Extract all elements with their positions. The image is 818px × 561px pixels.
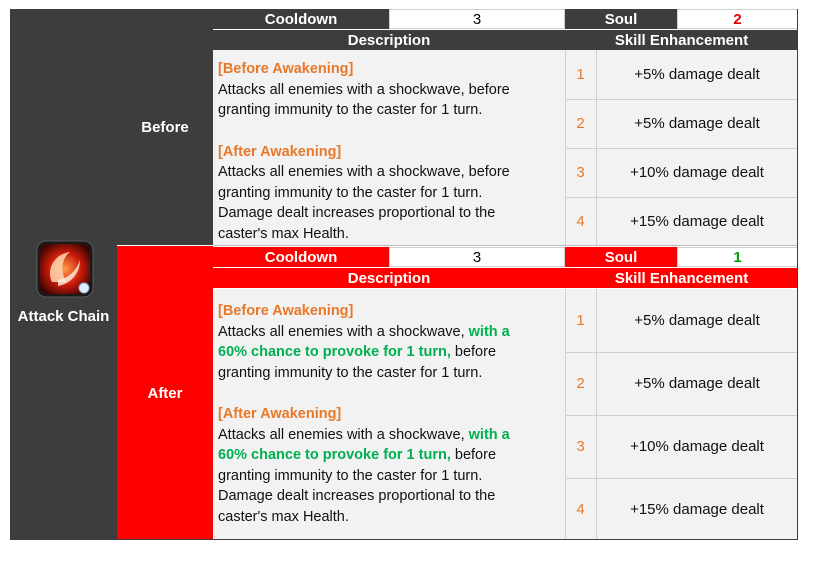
- enhancement-level: 1: [565, 289, 596, 352]
- after-label: After: [117, 246, 213, 540]
- after-enhancement-header: Skill Enhancement: [565, 268, 798, 288]
- enhancement-level: 2: [565, 99, 596, 148]
- before-soul-value: 2: [677, 9, 798, 29]
- skill-name: Attack Chain: [17, 307, 110, 325]
- enhancement-effect: +5% damage dealt: [596, 352, 798, 415]
- after-awakening-title: [After Awakening]: [218, 143, 342, 160]
- after-awakening-title: [After Awakening]: [218, 406, 342, 422]
- before-description-text: [Before Awakening] Attacks all enemies with a shockwave, before granting immunity to the caster for 1 turn. [After Awakening] Attacks all enemies with a shockwave, before granting immunity to the caster for 1 turn. Damage dealt increases proportional to the caster's max Health.: [213, 50, 565, 245]
- before-cooldown-value: 3: [389, 9, 565, 29]
- before-label: Before: [117, 9, 213, 245]
- enhancement-effect: +5% damage dealt: [596, 289, 798, 352]
- after-soul-label: Soul: [565, 247, 677, 267]
- after-cooldown-value: 3: [389, 247, 565, 267]
- before-enhancement-header: Skill Enhancement: [565, 30, 798, 50]
- after-soul-value: 1: [677, 247, 798, 267]
- enhancement-level: 3: [565, 415, 596, 478]
- enhancement-effect: +10% damage dealt: [596, 415, 798, 478]
- enhancement-effect: +5% damage dealt: [596, 99, 798, 148]
- attack-chain-skill-icon: [36, 240, 94, 298]
- before-awakening-title: [Before Awakening]: [218, 61, 354, 77]
- enhancement-level: 3: [565, 148, 596, 197]
- enhancement-effect: +5% damage dealt: [596, 50, 798, 99]
- enhancement-level: 4: [565, 197, 596, 245]
- before-soul-label: Soul: [565, 9, 677, 29]
- before-awakening-title: [Before Awakening]: [218, 303, 354, 319]
- enhancement-effect: +10% damage dealt: [596, 148, 798, 197]
- after-description-text: [Before Awakening] Attacks all enemies with a shockwave, with a 60% chance to provoke for 1 turn, before granting immunity to the caster for 1 turn. [After Awakening] Attacks all enemies with a shockwave, with a 60% chance to provoke for 1 turn, before granting immunity to the caster for 1 turn. Damage dealt increases proportional to the caster's max Health.: [213, 289, 565, 540]
- before-cooldown-label: Cooldown: [213, 9, 389, 29]
- enhancement-level: 4: [565, 478, 596, 540]
- enhancement-effect: +15% damage dealt: [596, 478, 798, 540]
- enhancement-effect: +15% damage dealt: [596, 197, 798, 245]
- after-description-header: Description: [213, 268, 565, 288]
- after-cooldown-label: Cooldown: [213, 247, 389, 267]
- enhancement-level: 1: [565, 50, 596, 99]
- before-description-header: Description: [213, 30, 565, 50]
- enhancement-level: 2: [565, 352, 596, 415]
